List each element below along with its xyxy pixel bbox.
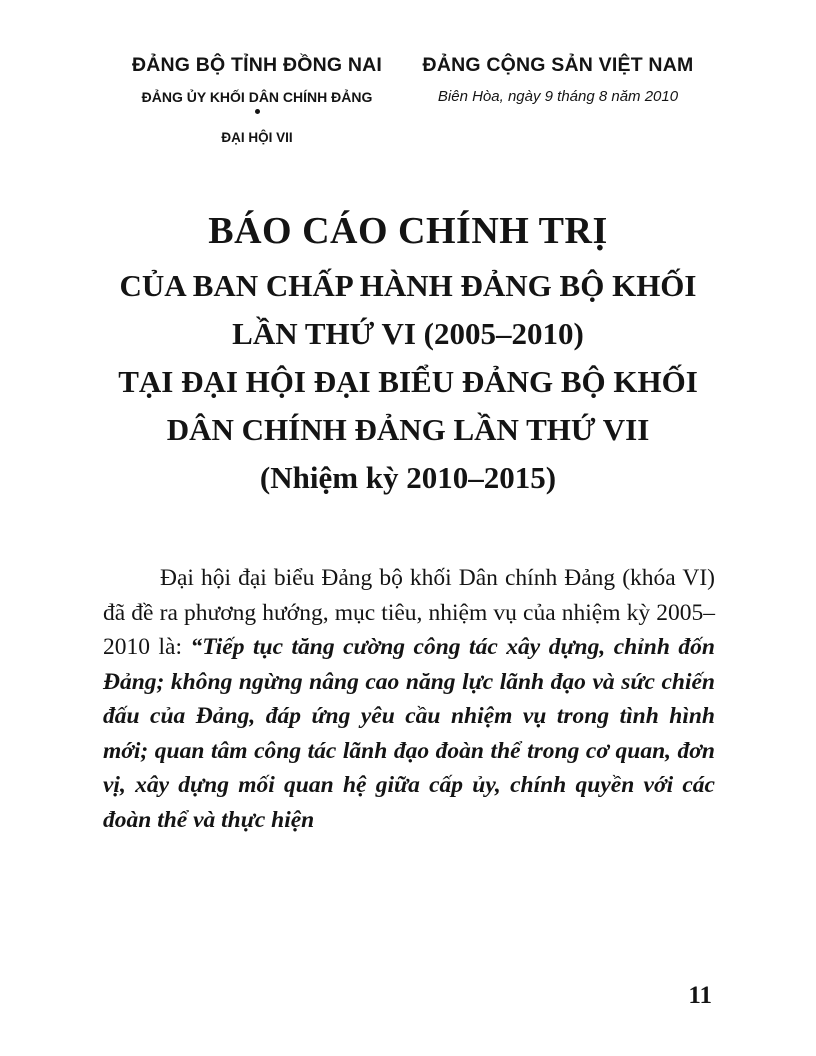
- bloc-party-committee: ĐẢNG ỦY KHỐI DÂN CHÍNH ĐẢNG: [141, 89, 373, 105]
- congress-label: ĐẠI HỘI VII: [221, 130, 293, 145]
- party-name: ĐẢNG CỘNG SẢN VIỆT NAM: [422, 54, 694, 76]
- place-date: Biên Hòa, ngày 9 tháng 8 năm 2010: [437, 88, 679, 105]
- paragraph-emphasis: “Tiếp tục tăng cường công tác xây dựng, chỉnh đốn Đảng; không ngừng nâng cao năng lực lãnh đạo và sức chiến đấu của Đảng, đáp ứng yêu cầu nhiệm vụ trong tình hình mới; quan tâm công tác lãnh đạo đoàn thể trong cơ quan, đơn vị, xây dựng mối quan hệ giữa cấp ủy, chính quyền với các đoàn thể và thực hiện: [103, 634, 715, 833]
- title-line: DÂN CHÍNH ĐẢNG LẦN THỨ VII: [166, 412, 650, 447]
- title-line: LẦN THỨ VI (2005–2010): [232, 316, 584, 351]
- title-line: TẠI ĐẠI HỘI ĐẠI BIỂU ĐẢNG BỘ KHỐI: [118, 364, 698, 399]
- header-right: [408, 52, 708, 108]
- page-number: 11: [688, 982, 712, 1009]
- paragraph-lead: Đại hội đại biểu Đảng bộ khối Dân chính Đảng (khóa VI) đã đề ra phương hướng, mục tiêu, nhiệm vụ của nhiệm kỳ 2005–2010 là:: [103, 565, 715, 660]
- report-title: [60, 200, 756, 502]
- provincial-party-committee: ĐẢNG BỘ TỈNH ĐỒNG NAI: [131, 54, 383, 76]
- title-line: CỦA BAN CHẤP HÀNH ĐẢNG BỘ KHỐI: [119, 268, 697, 303]
- header-left: [112, 52, 402, 148]
- title-term: (Nhiệm kỳ 2010–2015): [259, 460, 557, 495]
- separator-dot: [255, 109, 260, 114]
- title-main: BÁO CÁO CHÍNH TRỊ: [208, 210, 608, 252]
- body-paragraph: [103, 561, 715, 837]
